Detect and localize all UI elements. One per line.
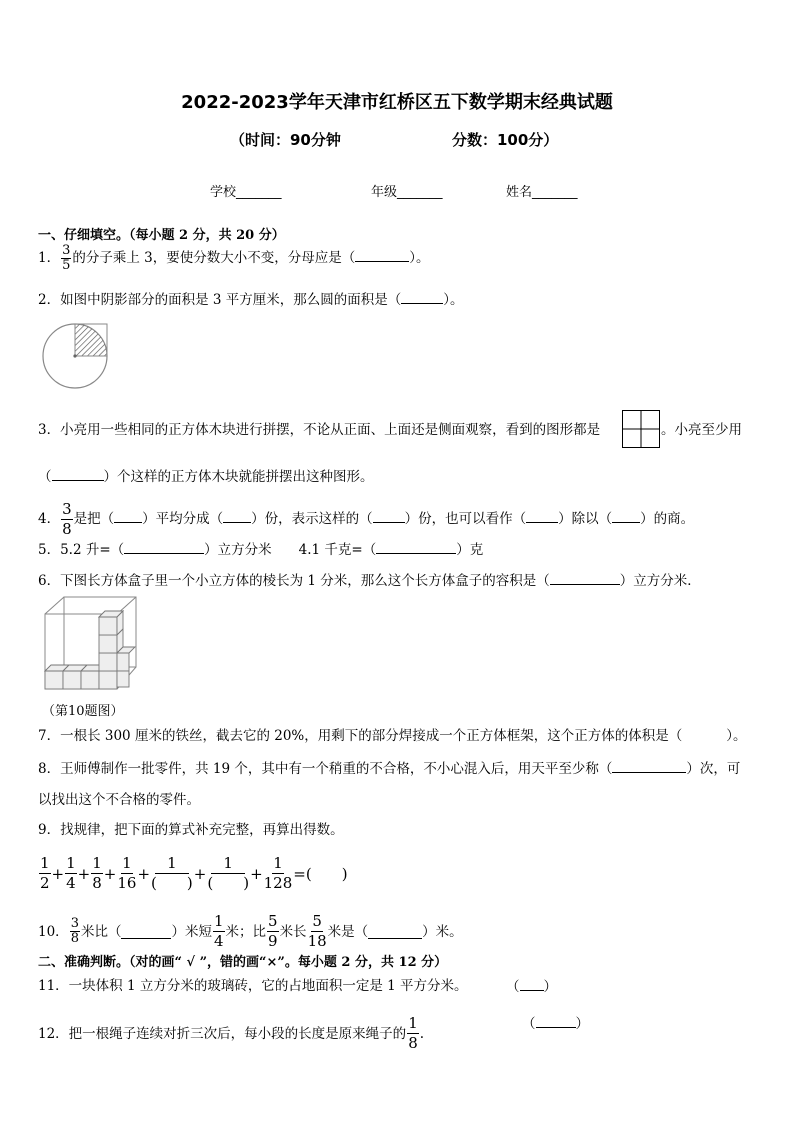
question-6: 6．下图长方体盒子里一个小立方体的棱长为 1 分米，那么这个长方体盒子的容积是（ ）立方分米． [38,573,701,589]
question-3-line-2: （ ）个这样的正方体木块就能拼摆出这种图形。 [38,469,374,485]
q10-blank-1[interactable] [121,925,171,939]
q4-blank-2[interactable] [223,509,251,523]
q3-answer-blank[interactable] [52,467,104,481]
q1-text: 的分子乘上 3，要使分数大小不变，分母应是（ [72,250,356,266]
question-3-line-1: 3．小亮用一些相同的正方体木块进行拼摆，不论从正面、上面还是侧面观察，看到的图形都是 [38,422,601,438]
exam-time: （时间：90分钟 [230,131,341,149]
q10-fraction-a: $\frac{3}{8}$ [70,916,79,946]
q12-answer-blank[interactable] [536,1014,576,1028]
section-1-heading: 一、仔细填空。（每小题 2 分，共 20 分） [38,228,285,243]
question-1: 1． $\frac{3}{5}$ 的分子乘上 3，要使分数大小不变，分母应是（ ）。 [38,243,430,273]
q9-term-6-blank[interactable]: $\frac{1}{( )}$ [207,854,250,892]
question-5: 5．5.2 升=（ ）立方分米 4.1 千克=（ ）克 [38,542,484,558]
q7-answer-blank[interactable] [682,727,726,740]
q10-fraction-c: $\frac{5}{9}$ [268,912,278,950]
cuboid-box-icon [42,594,140,692]
q11-answer-blank[interactable] [520,977,544,991]
question-8-line-2: 以找出这个不合格的零件。 [38,792,200,808]
q11-answer[interactable]: （ ） [506,979,557,995]
q9-equation: $\frac{1}{2}$ + $\frac{1}{4}$ + $\frac{1}{8}$ + $\frac{1}{16}$ + $\frac{1}{( )}$ + $\frac{1}{( )}$ + $\frac{1}{128}$ =( ) [40,854,348,892]
grade-field[interactable]: 年级_______ [371,185,443,200]
q4-blank-1[interactable] [114,509,142,523]
page-title: 2022-2023学年天津市红桥区五下数学期末经典试题 [181,92,613,113]
question-11: 11．一块体积 1 立方分米的玻璃砖，它的占地面积一定是 1 平方分米。 [38,978,468,994]
q8-answer-blank[interactable] [612,759,686,773]
question-12: 12．把一根绳子连续对折三次后，每小段的长度是原来绳子的 $\frac{1}{8}$ . [38,1014,425,1052]
question-9: 9．找规律，把下面的算式补充完整，再算出得数。 [38,822,344,838]
question-10: 10． $\frac{3}{8}$ 米比（ ）米短 $\frac{1}{4}$ 米；比 $\frac{5}{9}$ 米长 $\frac{5}{18}$ 米是（ ）米。 [38,912,463,950]
question-7: 7．一根长 300 厘米的铁丝，截去它的 20%，用剩下的部分焊接成一个正方体框架，这个正方体的体积是（ ）。 [38,728,747,744]
q9-term-3: $\frac{1}{8}$ [92,854,102,892]
name-field[interactable]: 姓名_______ [506,185,578,200]
question-2: 2．如图中阴影部分的面积是 3 平方厘米，那么圆的面积是（ ）。 [38,292,464,308]
q9-result-blank[interactable]: =( ) [293,864,348,883]
q12-answer[interactable]: （ ） [522,1016,589,1032]
q5-blank-1[interactable] [124,540,204,554]
exam-score: 分数：100分） [452,131,559,149]
q9-term-7: $\frac{1}{128}$ [263,854,293,892]
q2-answer-blank[interactable] [401,290,443,304]
q1-fraction: $\frac{3}{5}$ [62,243,71,273]
section-2-heading: 二、准确判断。（对的画“ √ ”，错的画“×”。每小题 2 分，共 12 分） [38,955,448,970]
q9-term-1: $\frac{1}{2}$ [40,854,50,892]
q6-answer-blank[interactable] [550,571,620,585]
question-4: 4． $\frac{3}{8}$ 是把（ ）平均分成（ ）份，表示这样的（ ）份，也可以看作（ ）除以（ ）的商。 [38,500,695,538]
q12-fraction: $\frac{1}{8}$ [408,1014,418,1052]
q10-blank-2[interactable] [368,925,422,939]
q4-blank-3[interactable] [373,509,405,523]
q10-fraction-b: $\frac{1}{4}$ [213,912,224,950]
q5-blank-2[interactable] [376,540,456,554]
q10-fraction-d: $\frac{5}{18}$ [307,912,327,950]
q9-term-2: $\frac{1}{4}$ [66,854,76,892]
q9-term-4: $\frac{1}{16}$ [117,854,137,892]
q1-number: 1． [38,250,61,266]
q1-answer-blank[interactable] [355,248,409,262]
q4-blank-4[interactable] [526,509,558,523]
q4-fraction: $\frac{3}{8}$ [62,500,72,538]
school-field[interactable]: 学校_______ [210,185,282,200]
q9-term-5-blank[interactable]: $\frac{1}{( )}$ [151,854,193,892]
circle-quarter-shaded-icon [40,318,114,394]
q4-blank-5[interactable] [612,509,640,523]
question-3-line-1-end: 。小亮至少用 [661,422,742,438]
q2-text: 2．如图中阴影部分的面积是 3 平方厘米，那么圆的面积是（ [38,292,402,308]
question-8-line-1: 8．王师傅制作一批零件，共 19 个，其中有一个稍重的不合格，不小心混入后，用天平至少称（ ）次，可 [38,761,741,777]
q6-figure-caption: （第10题图） [42,704,124,719]
four-square-grid-icon [622,410,660,448]
